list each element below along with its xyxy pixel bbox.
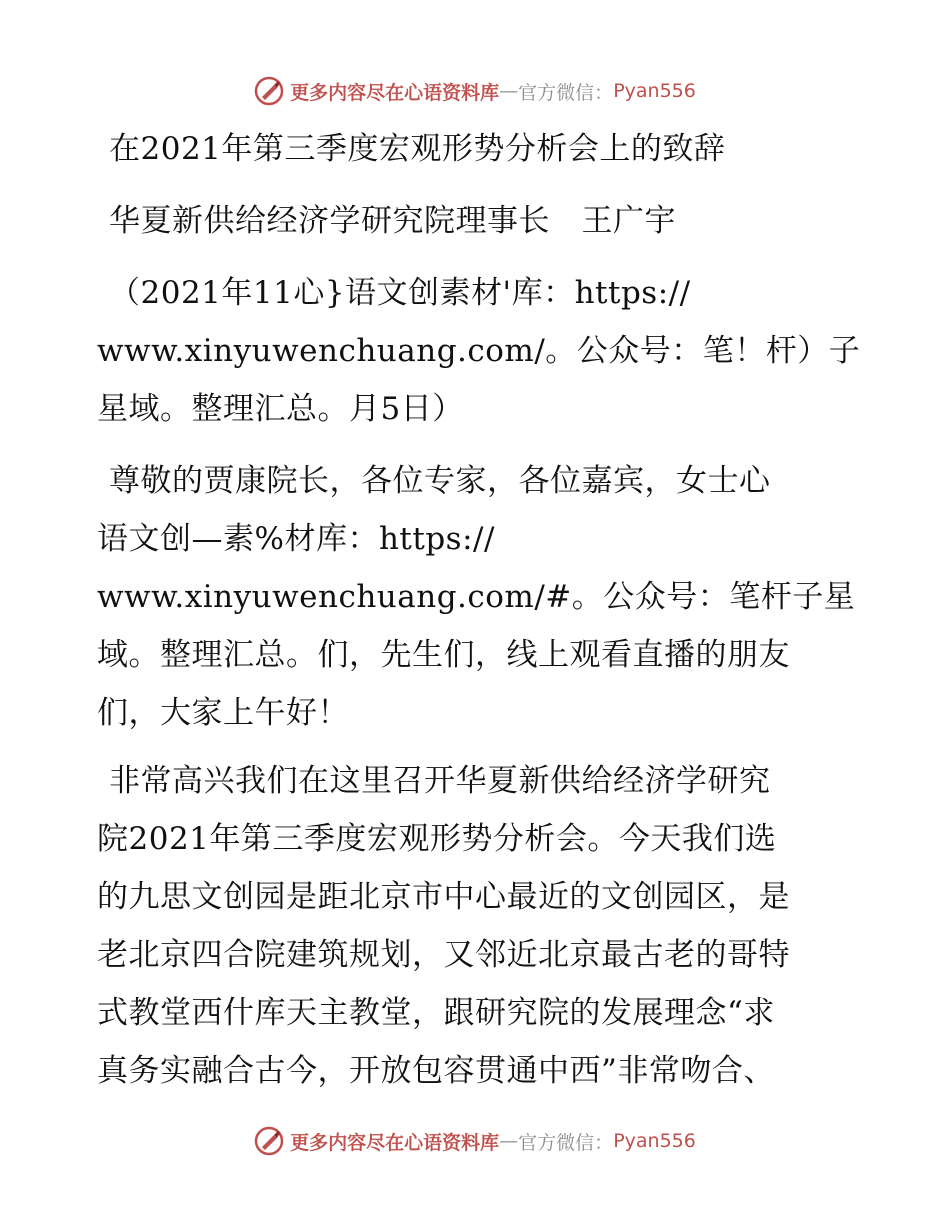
date-line: www.xinyuwenchuang.com/。公众号：笔！杆）子 (97, 333, 861, 369)
watermark-wechat-label: 官方微信： (518, 1131, 614, 1154)
watermark-wechat-account: Pyan556 (613, 1130, 696, 1152)
body-line: 式教堂西什库天主教堂，跟研究院的发展理念“求 (97, 995, 775, 1031)
body-line: 的九思文创园是距北京市中心最近的文创园区，是 (97, 879, 790, 915)
watermark-separator: — (499, 80, 519, 102)
body-line: 非常高兴我们在这里召开华夏新供给经济学研究 (109, 763, 771, 799)
brush-seal-icon (254, 1126, 284, 1156)
document-title: 在2021年第三季度宏观形势分析会上的致辞 (109, 131, 726, 167)
brush-seal-icon (254, 76, 284, 106)
header-watermark (0, 71, 950, 111)
greeting-line: 尊敬的贾康院长，各位专家，各位嘉宾，女士心 (109, 463, 771, 499)
greeting-line: 们，大家上午好！ (97, 695, 349, 731)
greeting-line: 域。整理汇总。们，先生们，线上观看直播的朋友 (97, 637, 790, 673)
greeting-line: 语文创—素%材库：https:// (97, 521, 495, 557)
body-line: 院2021年第三季度宏观形势分析会。今天我们选 (97, 821, 777, 857)
watermark-wechat-label: 官方微信： (518, 81, 614, 104)
watermark-site-name: 更多内容尽在心语资料库 (290, 81, 500, 104)
body-line: 老北京四合院建筑规划，又邻近北京最古老的哥特 (97, 937, 790, 973)
watermark-site-name: 更多内容尽在心语资料库 (290, 1131, 500, 1154)
greeting-line: www.xinyuwenchuang.com/#。公众号：笔杆子星 (97, 579, 856, 615)
document-body (97, 120, 861, 1100)
footer-watermark (0, 1121, 950, 1161)
document-author: 华夏新供给经济学研究院理事长 王广宇 (109, 203, 676, 239)
watermark-wechat-account: Pyan556 (613, 80, 696, 102)
date-line: 星域。整理汇总。月5日） (97, 391, 464, 427)
date-line: （2021年11心}语文创素材'库：https:// (109, 275, 691, 311)
watermark-separator: — (499, 1130, 519, 1152)
body-line: 真务实融合古今，开放包容贯通中西”非常吻合、 (97, 1053, 775, 1089)
